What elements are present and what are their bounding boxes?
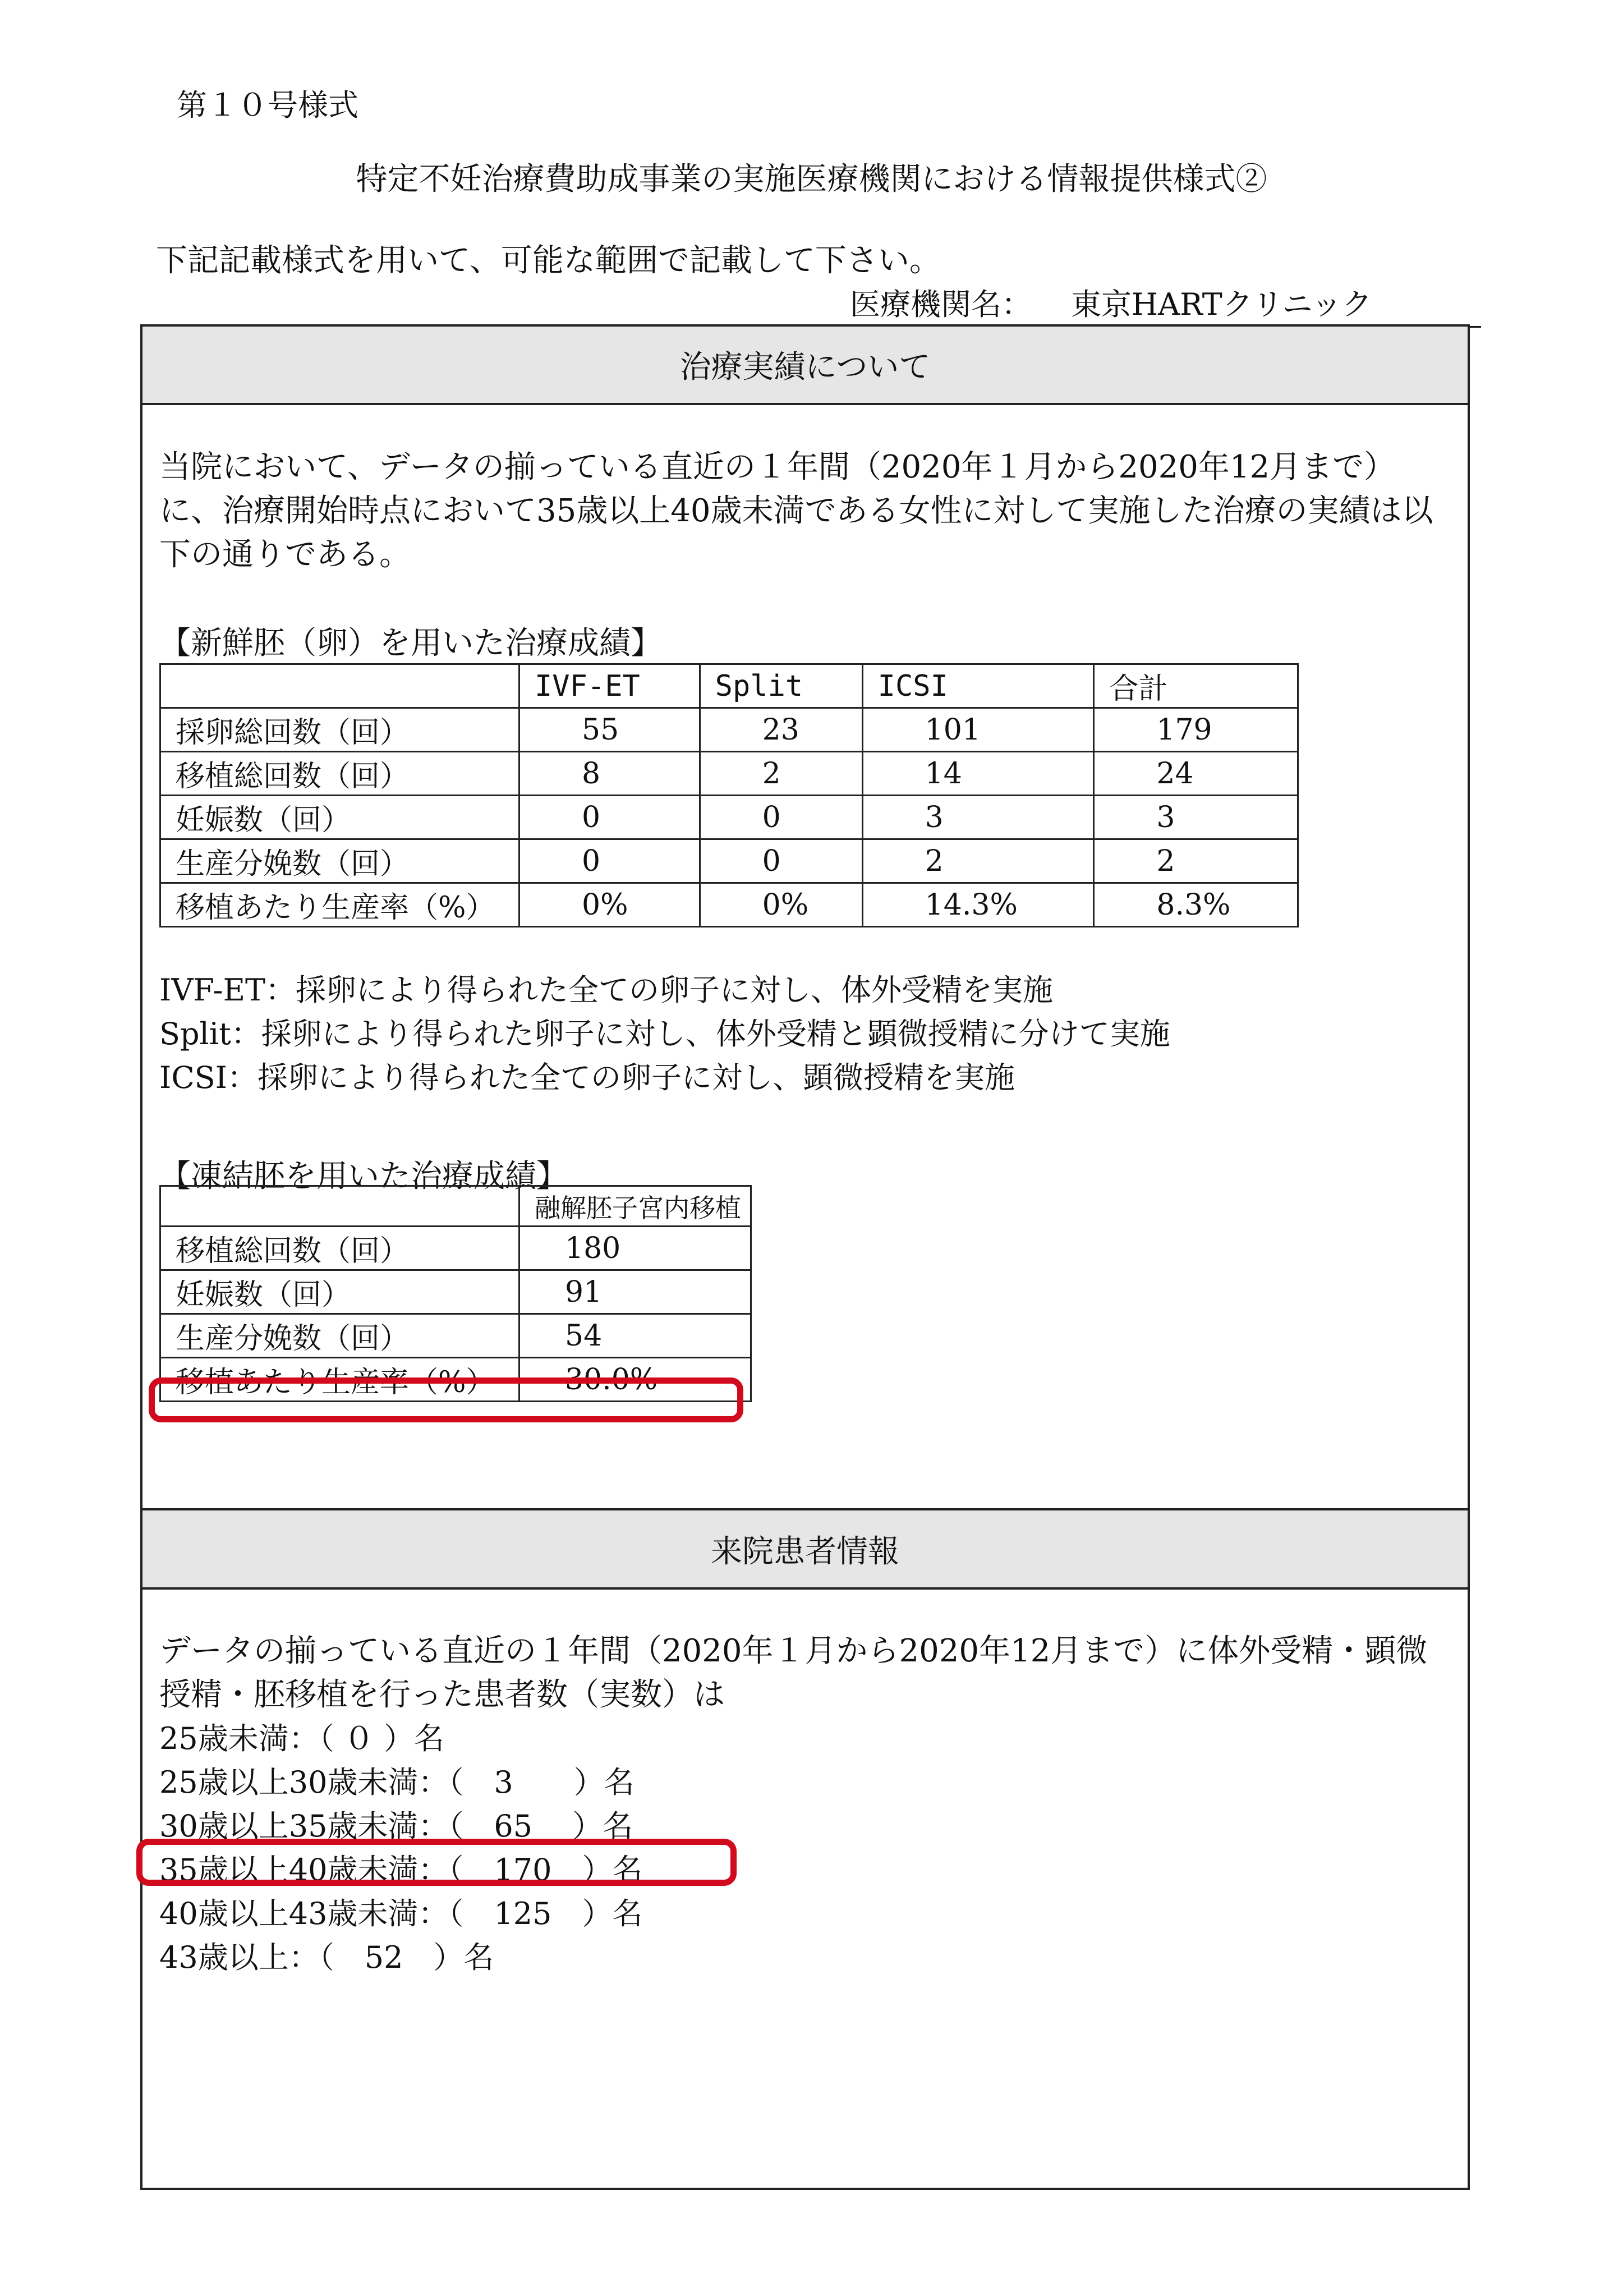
table-cell: 2 xyxy=(700,752,862,796)
table-cell: 54 xyxy=(519,1314,751,1358)
table-header-cell: ICSI xyxy=(862,664,1094,708)
table-header-cell xyxy=(160,1186,519,1227)
row-label: 生産分娩数（回） xyxy=(160,1314,519,1358)
table-cell: 8.3% xyxy=(1094,883,1298,927)
table-cell: 8 xyxy=(519,752,700,796)
form-number: 第１０号様式 xyxy=(177,88,358,123)
row-label: 移植総回数（回） xyxy=(160,1227,519,1270)
section-band-patients xyxy=(142,1508,1468,1590)
definition-split: Split：採卵により得られた卵子に対し、体外受精と顕微授精に分けて実施 xyxy=(159,1016,1170,1051)
section-band-treatment xyxy=(142,327,1468,405)
highlight-frozen-live-birth-rate xyxy=(149,1377,743,1422)
age-group-line: 25歳以上30歳未満：（ 3 ）名 xyxy=(159,1765,635,1800)
age-group-line: 25歳未満：（ ０ ）名 xyxy=(159,1721,445,1756)
table-row xyxy=(160,708,1298,752)
table-row xyxy=(160,1270,751,1314)
definition-icsi: ICSI：採卵により得られた全ての卵子に対し、顕微授精を実施 xyxy=(159,1060,1015,1095)
table-header-cell: Split xyxy=(700,664,862,708)
table-cell: 14.3% xyxy=(862,883,1094,927)
row-label: 生産分娩数（回） xyxy=(160,839,519,883)
row-label: 移植あたり生産率（%） xyxy=(160,883,519,927)
table-cell: 14 xyxy=(862,752,1094,796)
frozen-embryo-table xyxy=(159,1185,752,1402)
table-cell: 0 xyxy=(519,839,700,883)
table-cell: 2 xyxy=(862,839,1094,883)
institution-name: 東京HARTクリニック xyxy=(1071,287,1372,322)
table-cell: 30.0% xyxy=(519,1358,751,1402)
section-title-treatment: 治療実績について xyxy=(679,349,931,385)
document-title: 特定不妊治療費助成事業の実施医療機関における情報提供様式② xyxy=(356,161,1267,198)
table-cell: 55 xyxy=(519,708,700,752)
table-row xyxy=(160,883,1298,927)
treatment-paragraph: 当院において、データの揃っている直近の１年間（2020年１月から2020年12月まで）に、治療開始時点において35歳以上40歳未満である女性に対して実施した治療の実績は以下の通りである。 xyxy=(159,449,1433,573)
table-cell: 91 xyxy=(519,1270,751,1314)
table-header-cell: IVF-ET xyxy=(519,664,700,708)
institution-line xyxy=(850,281,1481,328)
table-cell: 179 xyxy=(1094,708,1298,752)
fresh-embryo-heading: 【新鮮胚（卵）を用いた治療成績】 xyxy=(159,625,662,662)
institution-label: 医療機関名： xyxy=(850,287,1032,322)
table-cell: 3 xyxy=(1094,796,1298,839)
table-cell: 101 xyxy=(862,708,1094,752)
highlight-age-35-40 xyxy=(136,1839,737,1886)
table-header-cell: 合計 xyxy=(1094,664,1298,708)
table-cell: 23 xyxy=(700,708,862,752)
table-row xyxy=(160,796,1298,839)
row-label: 採卵総回数（回） xyxy=(160,708,519,752)
patients-paragraph: データの揃っている直近の１年間（2020年１月から2020年12月まで）に体外受精・顕微授精・胚移植を行った患者数（実数）は xyxy=(159,1633,1428,1713)
fresh-embryo-table xyxy=(159,663,1299,927)
table-row xyxy=(160,1227,751,1270)
instruction-text: 下記記載様式を用いて、可能な範囲で記載して下さい。 xyxy=(156,242,941,279)
table-header-cell xyxy=(160,664,519,708)
table-cell: 3 xyxy=(862,796,1094,839)
age-group-line: 43歳以上：（ 52 ）名 xyxy=(159,1940,494,1975)
table-cell: 24 xyxy=(1094,752,1298,796)
table-header-row xyxy=(160,1186,751,1227)
table-cell: 0 xyxy=(700,839,862,883)
table-header-cell: 融解胚子宮内移植 xyxy=(519,1186,751,1227)
row-label: 移植あたり生産率（%） xyxy=(160,1358,519,1402)
row-label: 移植総回数（回） xyxy=(160,752,519,796)
table-cell: 0 xyxy=(700,796,862,839)
method-definitions xyxy=(159,968,1170,1100)
table-row xyxy=(160,839,1298,883)
age-group-line: 40歳以上43歳未満：（ 125 ）名 xyxy=(159,1896,643,1931)
age-group-line: 35歳以上40歳未満：（ 170 ）名 xyxy=(159,1852,643,1888)
frozen-embryo-heading: 【凍結胚を用いた治療成績】 xyxy=(159,1158,568,1195)
table-cell: 0 xyxy=(519,796,700,839)
age-group-line: 30歳以上35歳未満：（ 65 ）名 xyxy=(159,1808,633,1844)
row-label: 妊娠数（回） xyxy=(160,1270,519,1314)
report-frame xyxy=(140,324,1470,2190)
table-cell: 0% xyxy=(700,883,862,927)
table-cell: 180 xyxy=(519,1227,751,1270)
table-row xyxy=(160,752,1298,796)
section-title-patients: 来院患者情報 xyxy=(711,1533,899,1570)
definition-ivf-et: IVF-ET：採卵により得られた全ての卵子に対し、体外受精を実施 xyxy=(159,972,1054,1008)
table-cell: 2 xyxy=(1094,839,1298,883)
table-header-row xyxy=(160,664,1298,708)
row-label: 妊娠数（回） xyxy=(160,796,519,839)
table-cell: 0% xyxy=(519,883,700,927)
table-row xyxy=(160,1314,751,1358)
